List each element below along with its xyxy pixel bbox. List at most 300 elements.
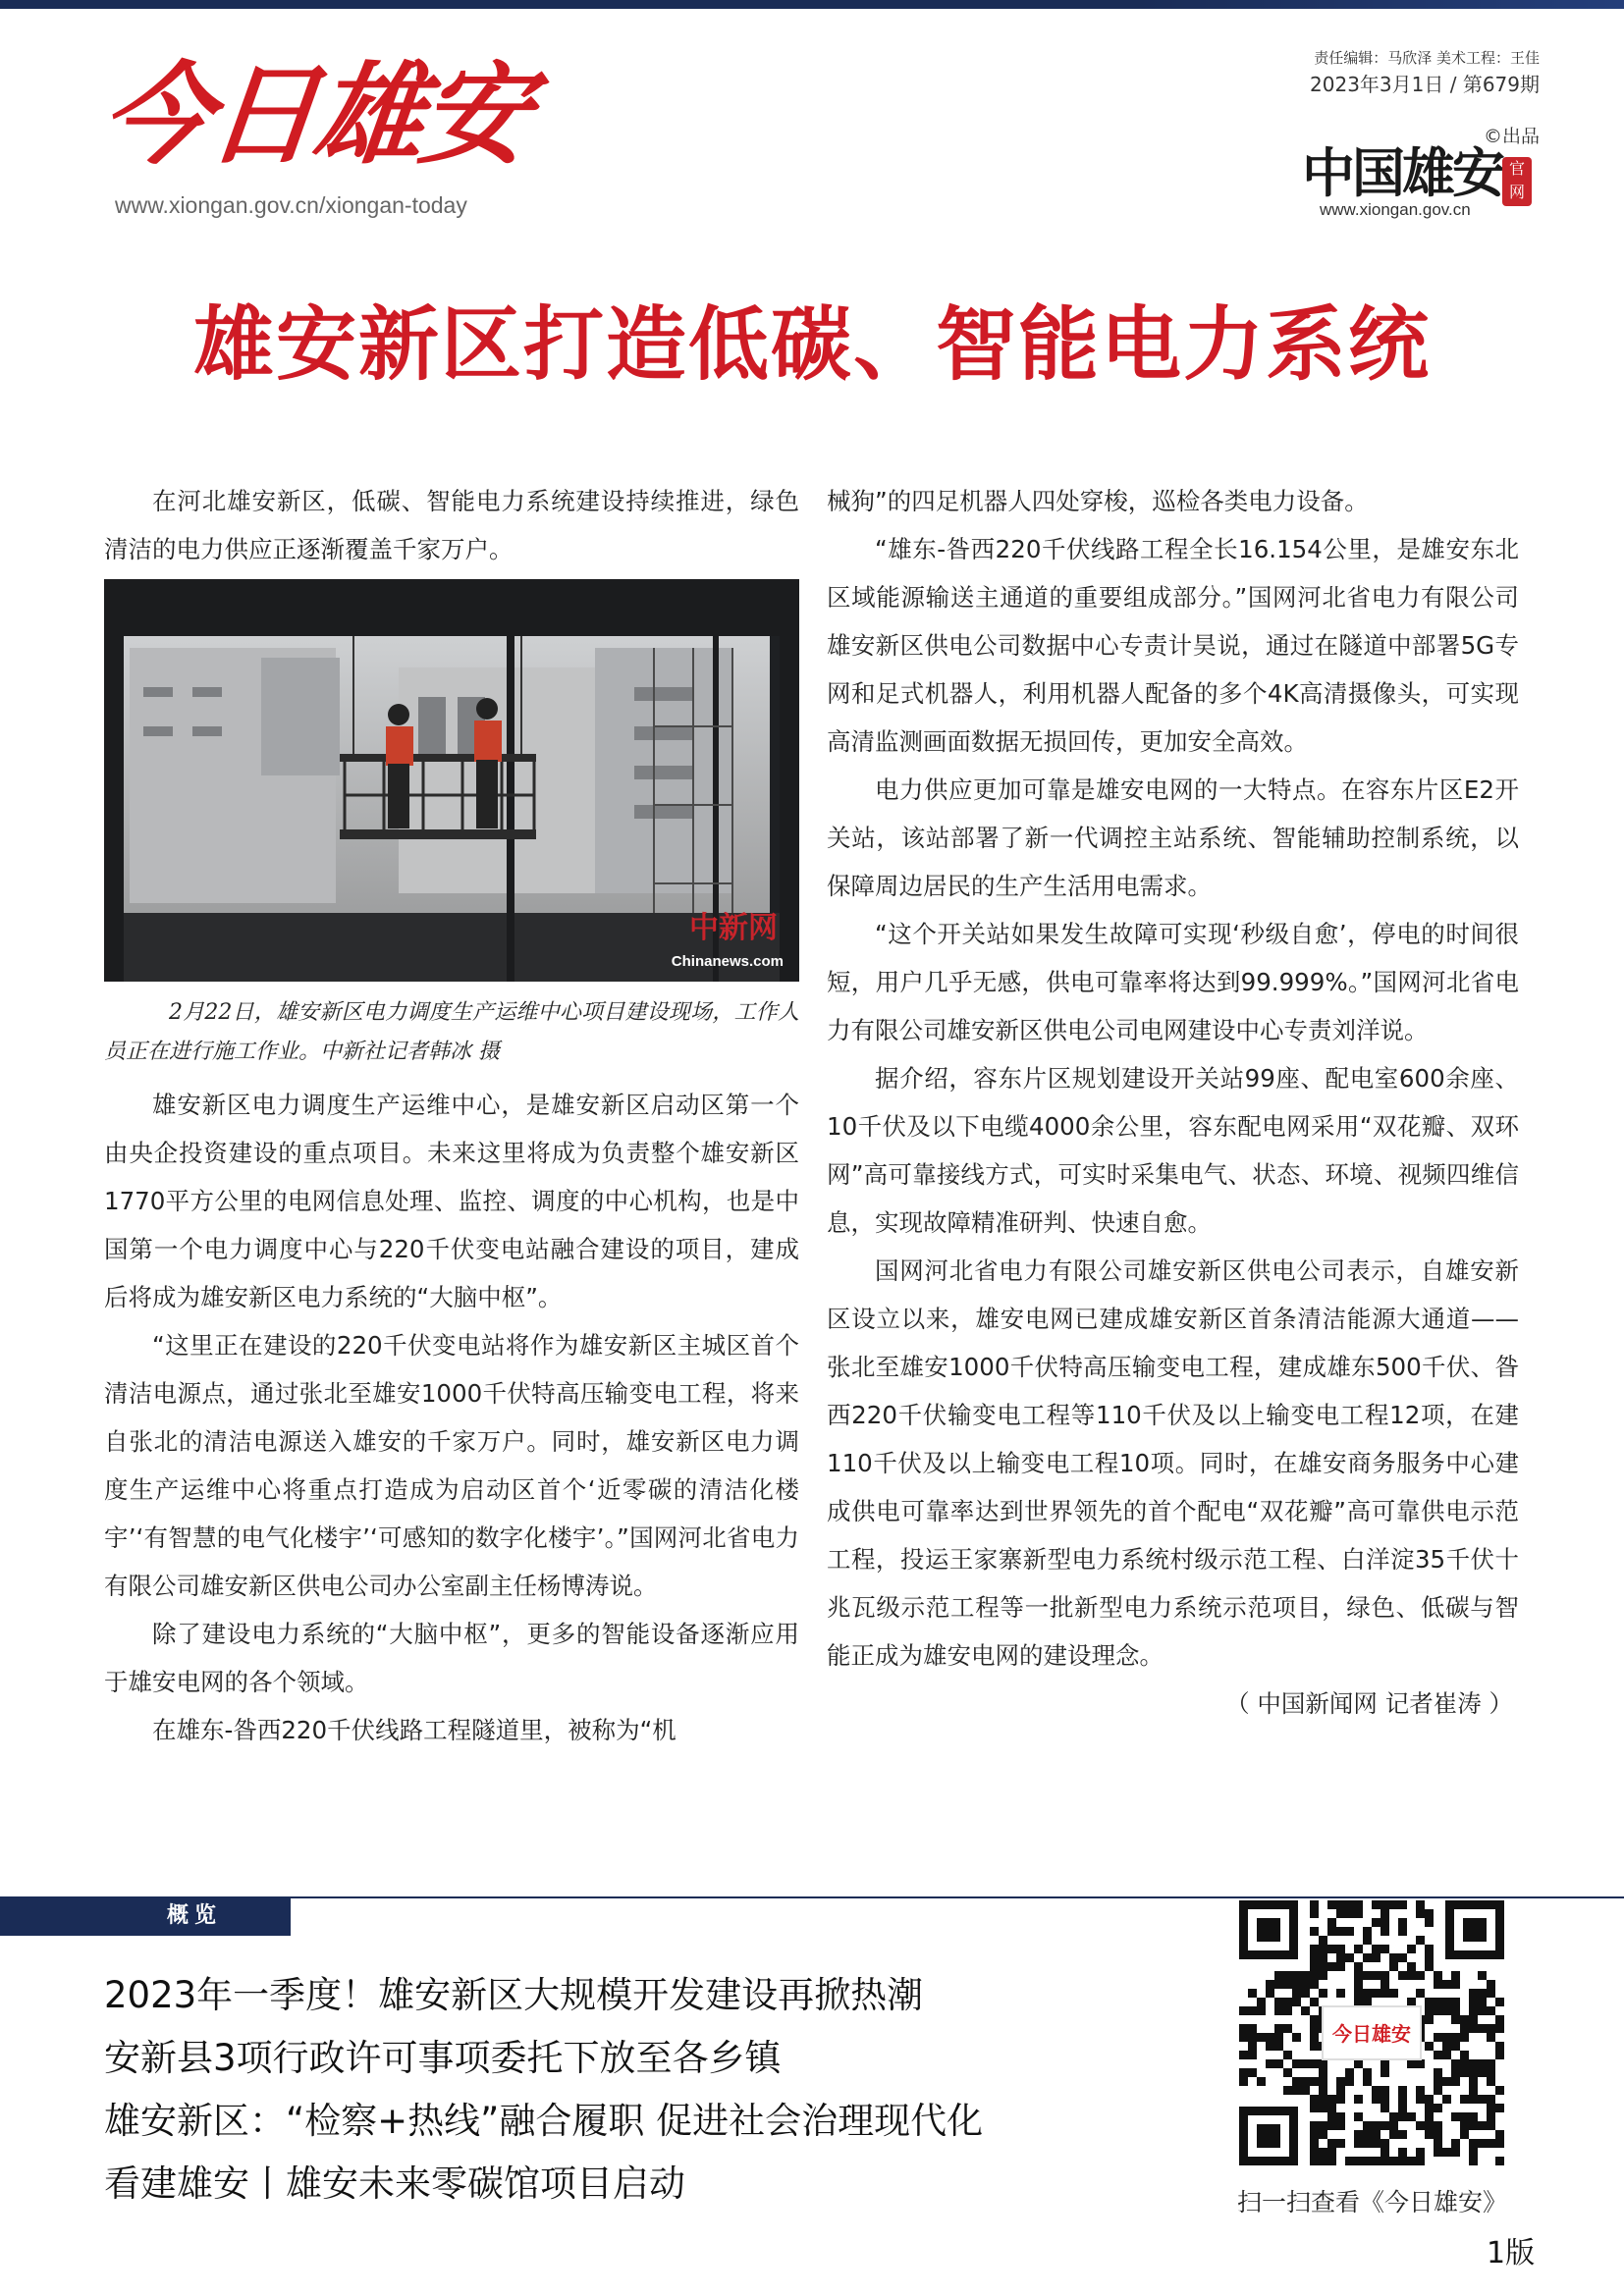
qr-module — [1363, 2077, 1372, 2086]
qr-module — [1487, 2077, 1495, 2086]
qr-center-logo: 今日雄安 — [1332, 2022, 1411, 2046]
qr-module — [1336, 2077, 1345, 2086]
qr-module — [1292, 2077, 1301, 2086]
photo-watermark-en: Chinanews.com — [671, 953, 784, 970]
qr-module — [1487, 2095, 1495, 2104]
qr-module — [1319, 2068, 1327, 2077]
article-right-column — [827, 477, 1519, 1728]
qr-module — [1319, 2095, 1327, 2104]
qr-module — [1460, 2059, 1469, 2068]
qr-module — [1248, 1989, 1257, 1998]
qr-module — [1372, 1953, 1380, 1962]
qr-module — [1442, 2051, 1451, 2059]
qr-module — [1292, 2059, 1301, 2068]
qr-module — [1248, 2068, 1257, 2077]
qr-module — [1354, 2157, 1363, 2165]
qr-module — [1416, 2095, 1425, 2104]
qr-module — [1345, 1900, 1354, 1909]
qr-module — [1425, 1962, 1434, 1971]
top-bar — [0, 0, 1624, 9]
article-paragraph: 除了建设电力系统的“大脑中枢”，更多的智能设备逐渐应用于雄安电网的各个领域。 — [104, 1620, 799, 1696]
qr-module — [1354, 2139, 1363, 2148]
qr-module — [1310, 2015, 1319, 2024]
qr-module — [1310, 1980, 1319, 1989]
qr-module — [1310, 1998, 1319, 2006]
qr-module — [1398, 1953, 1407, 1962]
qr-module — [1345, 2077, 1354, 2086]
qr-module — [1425, 2015, 1434, 2024]
qr-module — [1469, 2112, 1478, 2121]
qr-module — [1407, 1971, 1416, 1980]
qr-module — [1434, 2104, 1442, 2112]
qr-module — [1425, 2121, 1434, 2130]
article-paragraph: 械狗”的四足机器人四处穿梭，巡检各类电力设备。 — [827, 487, 1369, 515]
qr-module — [1266, 2042, 1274, 2051]
qr-module — [1478, 2139, 1487, 2148]
qr-module — [1389, 1962, 1398, 1971]
partner-seal: 官网 — [1502, 157, 1532, 206]
qr-module — [1248, 2042, 1257, 2051]
qr-module — [1451, 2148, 1460, 2157]
qr-module — [1407, 1998, 1416, 2006]
overview-link[interactable]: 安新县3项行政许可事项委托下放至各乡镇 — [104, 2037, 782, 2079]
qr-module — [1478, 2121, 1487, 2130]
qr-module — [1478, 2095, 1487, 2104]
qr-module — [1310, 2148, 1319, 2157]
qr-module — [1469, 2015, 1478, 2024]
qr-module — [1345, 2157, 1354, 2165]
qr-module — [1442, 2006, 1451, 2015]
qr-module — [1398, 2148, 1407, 2157]
qr-module — [1239, 2068, 1248, 2077]
qr-module — [1407, 1962, 1416, 1971]
qr-module — [1239, 2077, 1248, 2086]
qr-module — [1478, 1998, 1487, 2006]
qr-module — [1345, 1927, 1354, 1936]
masthead-url[interactable]: www.xiongan.gov.cn/xiongan-today — [115, 192, 467, 218]
qr-module — [1354, 1989, 1363, 1998]
qr-module — [1372, 2095, 1380, 2104]
qr-module — [1442, 2077, 1451, 2086]
qr-module — [1425, 2112, 1434, 2121]
qr-module — [1389, 2157, 1398, 2165]
qr-module — [1460, 2121, 1469, 2130]
qr-module — [1416, 1936, 1425, 1945]
qr-module — [1319, 2104, 1327, 2112]
qr-module — [1336, 2086, 1345, 2095]
qr-module — [1478, 2068, 1487, 2077]
qr-module — [1416, 2157, 1425, 2165]
qr-module — [1380, 1980, 1389, 1989]
qr-module — [1495, 2015, 1504, 2024]
article-paragraph: “这个开关站如果发生故障可实现‘秒级自愈’，停电的时间很短，用户几乎无感，供电可靠率将达到99.999%。”国网河北省电力有限公司雄安新区供电公司电网建设中心专责刘洋说。 — [827, 920, 1519, 1044]
qr-module — [1495, 2042, 1504, 2051]
qr-module — [1487, 2033, 1495, 2042]
qr-module — [1495, 2024, 1504, 2033]
qr-module — [1336, 1989, 1345, 1998]
qr-module — [1487, 2112, 1495, 2121]
qr-module — [1469, 2121, 1478, 2130]
qr-module — [1460, 2130, 1469, 2139]
qr-module — [1372, 2121, 1380, 2130]
qr-module — [1319, 2059, 1327, 2068]
qr-module — [1336, 1900, 1345, 1909]
qr-module — [1487, 2024, 1495, 2033]
qr-module — [1292, 2086, 1301, 2095]
qr-module — [1283, 1980, 1292, 1989]
qr-module — [1319, 1936, 1327, 1945]
qr-module — [1363, 1971, 1372, 1980]
overview-label: 概览 — [0, 1896, 291, 1936]
qr-module — [1434, 2077, 1442, 2086]
qr-module — [1327, 2139, 1336, 2148]
qr-module — [1398, 2104, 1407, 2112]
qr-module — [1460, 2112, 1469, 2121]
qr-module — [1416, 2086, 1425, 2095]
qr-module — [1354, 1998, 1363, 2006]
qr-module — [1407, 2059, 1416, 2068]
qr-module — [1469, 2139, 1478, 2148]
qr-module — [1372, 1900, 1380, 1909]
qr-module — [1407, 1945, 1416, 1953]
qr-module — [1469, 2006, 1478, 2015]
qr-module — [1487, 2059, 1495, 2068]
qr-module — [1460, 2095, 1469, 2104]
qr-module — [1319, 2148, 1327, 2157]
qr-module — [1451, 2068, 1460, 2077]
qr-module — [1274, 1998, 1283, 2006]
qr-module — [1442, 2042, 1451, 2051]
qr-module — [1310, 2139, 1319, 2148]
qr-module — [1469, 1998, 1478, 2006]
qr-module — [1310, 1909, 1319, 1918]
qr-module — [1336, 1953, 1345, 1962]
qr-module — [1380, 1945, 1389, 1953]
article-byline: （ 中国新闻网 记者崔涛 ） — [1225, 1689, 1513, 1718]
qr-module — [1442, 2148, 1451, 2157]
qr-module — [1283, 1998, 1292, 2006]
qr-module — [1301, 2059, 1310, 2068]
qr-module — [1495, 2157, 1504, 2165]
qr-module — [1310, 2121, 1319, 2130]
qr-module — [1310, 2033, 1319, 2042]
qr-module — [1425, 2104, 1434, 2112]
qr-module — [1310, 1962, 1319, 1971]
qr-module — [1336, 2112, 1345, 2121]
qr-module — [1310, 1971, 1319, 1980]
photo-watermark-cn: 中新网 — [689, 911, 778, 945]
qr-module — [1319, 1945, 1327, 1953]
article-left-column — [104, 1081, 799, 1754]
qr-module — [1425, 1918, 1434, 1927]
qr-module — [1434, 2033, 1442, 2042]
qr-module — [1434, 2086, 1442, 2095]
qr-module — [1336, 2095, 1345, 2104]
qr-module — [1451, 2006, 1460, 2015]
qr-module — [1380, 2157, 1389, 2165]
qr-module — [1434, 1971, 1442, 1980]
qr-module — [1257, 2077, 1266, 2086]
qr-module — [1380, 2104, 1389, 2112]
qr-module — [1451, 2139, 1460, 2148]
qr-module — [1363, 1927, 1372, 1936]
qr-module — [1451, 1971, 1460, 1980]
qr-module — [1487, 1989, 1495, 1998]
qr-module — [1327, 2121, 1336, 2130]
qr-module — [1266, 2033, 1274, 2042]
qr-module — [1363, 2121, 1372, 2130]
qr-module — [1301, 2006, 1310, 2015]
partner-url[interactable]: www.xiongan.gov.cn — [1320, 200, 1471, 219]
headline: 雄安新区打造低碳、智能电力系统 — [192, 297, 1431, 392]
qr-module — [1372, 1989, 1380, 1998]
qr-module — [1354, 2130, 1363, 2139]
qr-module — [1319, 2077, 1327, 2086]
qr-module — [1327, 2148, 1336, 2157]
qr-module — [1363, 1936, 1372, 1945]
qr-module — [1327, 1900, 1336, 1909]
qr-module — [1380, 2139, 1389, 2148]
qr-module — [1398, 2112, 1407, 2121]
qr-module — [1354, 1909, 1363, 1918]
qr-module — [1363, 2157, 1372, 2165]
qr-module — [1469, 1989, 1478, 1998]
qr-module — [1389, 2121, 1398, 2130]
qr-module — [1283, 2086, 1292, 2095]
qr-module — [1495, 1998, 1504, 2006]
qr-module — [1469, 2024, 1478, 2033]
qr-module — [1372, 2139, 1380, 2148]
overview-link[interactable]: 2023年一季度！雄安新区大规模开发建设再掀热潮 — [104, 1974, 924, 2016]
qr-module — [1389, 2130, 1398, 2139]
article-paragraph: “这里正在建设的220千伏变电站将作为雄安新区主城区首个清洁电源点，通过张北至雄安1000千伏特高压输变电工程，将来自张北的清洁电源送入雄安的千家万户。同时，雄安新区电力调度生产运维中心将重点打造成为启动区首个‘近零碳的清洁化楼宇’‘有智慧的电气化楼宇’‘可感知的数字化楼宇’。”国网河北省电力有限公司雄安新区供电公司办公室副主任杨博涛说。 — [104, 1331, 799, 1600]
qr-module — [1336, 1962, 1345, 1971]
qr-module — [1301, 2077, 1310, 2086]
qr-module — [1451, 2042, 1460, 2051]
qr-module — [1407, 2112, 1416, 2121]
qr-module — [1354, 2059, 1363, 2068]
qr-module — [1363, 1998, 1372, 2006]
qr-module — [1460, 2024, 1469, 2033]
qr-module — [1487, 2121, 1495, 2130]
qr-module — [1292, 1998, 1301, 2006]
qr-module — [1372, 1971, 1380, 1980]
qr-module — [1478, 1989, 1487, 1998]
qr-module — [1292, 1971, 1301, 1980]
qr-module — [1354, 2095, 1363, 2104]
qr-module — [1495, 2051, 1504, 2059]
qr-module — [1416, 2121, 1425, 2130]
article-lead: 在河北雄安新区，低碳、智能电力系统建设持续推进，绿色清洁的电力供应正逐渐覆盖千家万户。 — [104, 487, 799, 563]
qr-module — [1478, 1971, 1487, 1980]
qr-module — [1487, 2139, 1495, 2148]
qr-module — [1398, 2095, 1407, 2104]
qr-module — [1327, 2112, 1336, 2121]
qr-module — [1451, 1980, 1460, 1989]
qr-module — [1363, 1953, 1372, 1962]
qr-module — [1398, 2157, 1407, 2165]
qr-module — [1239, 2033, 1248, 2042]
masthead-logo: 今日雄安 — [95, 51, 533, 180]
qr-module — [1310, 1927, 1319, 1936]
qr-module — [1354, 1971, 1363, 1980]
qr-module — [1310, 2077, 1319, 2086]
qr-module — [1451, 2077, 1460, 2086]
qr-module — [1372, 2086, 1380, 2095]
article-paragraph: 据介绍，容东片区规划建设开关站99座、配电室600余座、10千伏及以下电缆4000余公里，容东配电网采用“双花瓣、双环网”高可靠接线方式，可实时采集电气、状态、环境、视频四维信息，实现故障精准研判、快速自愈。 — [827, 1064, 1519, 1237]
qr-module — [1425, 2130, 1434, 2139]
qr-module — [1434, 2139, 1442, 2148]
qr-module — [1451, 1998, 1460, 2006]
qr-module — [1319, 2130, 1327, 2139]
qr-module — [1380, 2059, 1389, 2068]
qr-module — [1274, 2033, 1283, 2042]
qr-module — [1310, 2059, 1319, 2068]
article-lead-block — [104, 477, 799, 573]
qr-module — [1345, 1953, 1354, 1962]
qr-module — [1354, 2112, 1363, 2121]
qr-module — [1274, 2006, 1283, 2015]
qr-module — [1274, 1980, 1283, 1989]
qr-module — [1442, 2095, 1451, 2104]
qr-module — [1372, 2157, 1380, 2165]
qr-module — [1442, 1980, 1451, 1989]
overview-link[interactable]: 雄安新区：“检察+热线”融合履职 促进社会治理现代化 — [104, 2100, 984, 2142]
qr-module — [1425, 1953, 1434, 1962]
qr-module — [1495, 2139, 1504, 2148]
qr-module — [1327, 1945, 1336, 1953]
qr-module — [1310, 1900, 1319, 1909]
qr-module — [1380, 1900, 1389, 1909]
qr-module — [1310, 2095, 1319, 2104]
qr-module — [1327, 2104, 1336, 2112]
qr-module — [1310, 2042, 1319, 2051]
qr-module — [1380, 2068, 1389, 2077]
qr-module — [1398, 2086, 1407, 2095]
qr-module — [1416, 2148, 1425, 2157]
qr-module — [1380, 2148, 1389, 2157]
qr-module — [1345, 1909, 1354, 1918]
qr-module — [1319, 2121, 1327, 2130]
qr-module — [1292, 2033, 1301, 2042]
qr-module — [1416, 1909, 1425, 1918]
qr-module — [1257, 2033, 1266, 2042]
qr-module — [1301, 2086, 1310, 2095]
qr-module — [1425, 1909, 1434, 1918]
qr-module — [1380, 1918, 1389, 1927]
qr-module — [1239, 2024, 1248, 2033]
qr-module — [1451, 2033, 1460, 2042]
qr-module — [1416, 1971, 1425, 1980]
qr-module — [1469, 2148, 1478, 2157]
qr-module — [1274, 2024, 1283, 2033]
qr-module — [1310, 1945, 1319, 1953]
qr-module — [1345, 2068, 1354, 2077]
qr-module — [1389, 1989, 1398, 1998]
article-paragraph: 电力供应更加可靠是雄安电网的一大特点。在容东片区E2开关站，该站部署了新一代调控主站系统、智能辅助控制系统，以保障周边居民的生产生活用电需求。 — [827, 775, 1519, 900]
qr-module — [1469, 2086, 1478, 2095]
qr-module — [1389, 1900, 1398, 1909]
qr-module — [1327, 1918, 1336, 1927]
scan-instruction: 扫一扫查看《今日雄安》 — [1237, 2188, 1508, 2216]
article-paragraph: 国网河北省电力有限公司雄安新区供电公司表示，自雄安新区设立以来，雄安电网已建成雄安新区首条清洁能源大通道——张北至雄安1000千伏特高压输变电工程，建成雄东500千伏、昝西220千伏输变电工程等110千伏及以上输变电工程12项，在建110千伏及以上输变电工程10项。同时，在雄安商务服务中心建成供电可靠率达到世界领先的首个配电“双花瓣”高可靠供电示范工程，投运王家寨新型电力系统村级示范工程、白洋淀35千伏十兆瓦级示范工程等一批新型电力系统示范项目，绿色、低碳与智能正成为雄安电网的建设理念。 — [827, 1256, 1519, 1670]
qr-module — [1274, 2042, 1283, 2051]
qr-module — [1495, 2086, 1504, 2095]
qr-module — [1319, 1971, 1327, 1980]
qr-module — [1416, 1989, 1425, 1998]
qr-module — [1434, 2006, 1442, 2015]
qr-module — [1434, 2051, 1442, 2059]
qr-module — [1257, 2006, 1266, 2015]
qr-module — [1319, 1989, 1327, 1998]
qr-module — [1239, 2051, 1248, 2059]
qr-code[interactable] — [1239, 1900, 1504, 2165]
qr-module — [1239, 2006, 1248, 2015]
qr-module — [1469, 2068, 1478, 2077]
qr-module — [1354, 1962, 1363, 1971]
qr-module — [1336, 1927, 1345, 1936]
qr-module — [1460, 2051, 1469, 2059]
qr-module — [1416, 2059, 1425, 2068]
qr-module — [1425, 1998, 1434, 2006]
qr-module — [1425, 2006, 1434, 2015]
editor-credits: 责任编辑：马欣泽 美术工程：王佳 — [1314, 49, 1540, 67]
qr-module — [1319, 1953, 1327, 1962]
partner-logo: 中国雄安 — [1302, 141, 1502, 204]
qr-module — [1434, 2148, 1442, 2157]
qr-module — [1398, 1971, 1407, 1980]
qr-module — [1372, 1918, 1380, 1927]
qr-module — [1319, 2157, 1327, 2165]
qr-module — [1407, 2157, 1416, 2165]
qr-module — [1257, 1998, 1266, 2006]
qr-module — [1266, 2059, 1274, 2068]
qr-module — [1301, 1980, 1310, 1989]
qr-module — [1434, 2130, 1442, 2139]
qr-module — [1283, 2006, 1292, 2015]
article-paragraph: 在雄东-昝西220千伏线路工程隧道里，被称为“机 — [152, 1716, 677, 1744]
article-paragraph: 雄安新区电力调度生产运维中心，是雄安新区启动区第一个由央企投资建设的重点项目。未来这里将成为负责整个雄安新区1770平方公里的电网信息处理、监控、调度的中心机构，也是中国第一个电力调度中心与220千伏变电站融合建设的项目，建成后将成为雄安新区电力系统的“大脑中枢”。 — [104, 1091, 799, 1311]
qr-module — [1283, 2068, 1292, 2077]
qr-module — [1380, 2095, 1389, 2104]
qr-module — [1434, 2068, 1442, 2077]
qr-module — [1310, 2157, 1319, 2165]
qr-module — [1336, 2139, 1345, 2148]
qr-module — [1389, 1953, 1398, 1962]
qr-module — [1248, 2006, 1257, 2015]
qr-module — [1248, 2051, 1257, 2059]
qr-module — [1416, 1900, 1425, 1909]
qr-module — [1319, 2086, 1327, 2095]
qr-module — [1380, 2086, 1389, 2095]
qr-module — [1469, 2077, 1478, 2086]
qr-module — [1301, 1989, 1310, 1998]
qr-module — [1451, 2059, 1460, 2068]
qr-module — [1460, 2068, 1469, 2077]
qr-module — [1442, 2033, 1451, 2042]
qr-module — [1327, 1962, 1336, 1971]
qr-module — [1434, 2121, 1442, 2130]
qr-module — [1451, 2015, 1460, 2024]
qr-module — [1478, 2059, 1487, 2068]
qr-module — [1469, 2157, 1478, 2165]
qr-module — [1274, 1971, 1283, 1980]
qr-module — [1327, 1927, 1336, 1936]
overview-link[interactable]: 看建雄安丨雄安未来零碳馆项目启动 — [104, 2163, 685, 2205]
qr-module — [1301, 1971, 1310, 1980]
qr-module — [1451, 2112, 1460, 2121]
qr-module — [1460, 2033, 1469, 2042]
